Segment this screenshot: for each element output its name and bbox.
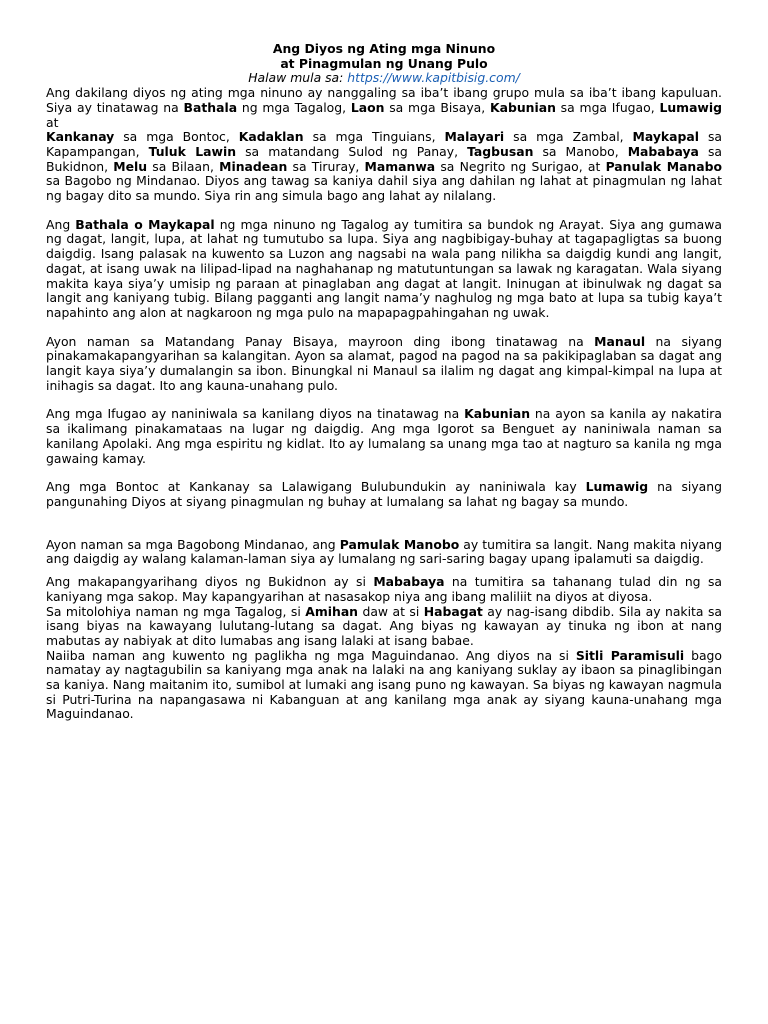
paragraph-4: Ang mga Ifugao ay naniniwala sa kanilang diyos na tinatawag na Kabunian na ayon sa kanila ay nakatira sa ikalimang pinakamataas na lugar ng daigdig. Ang mga Igorot sa Benguet ay naniniwala naman sa kanilang Apolaki. Ang mga espiritu ng kidlat. Ito ay lumalang sa unang mga tao at nagturo sa kanila ng mga gawaing kamay. xyxy=(46,406,722,466)
paragraph-5: Ang mga Bontoc at Kankanay sa Lalawigang Bulubundukin ay naniniwala kay Lumawig na siyang pangunahing Diyos at siyang pinagmulan ng buhay at lumalang sa lahat ng bagay sa mundo. xyxy=(46,479,722,509)
title-line-2: at Pinagmulan ng Unang Pulo xyxy=(280,55,488,71)
source-link[interactable]: https://www.kapitbisig.com/ xyxy=(347,70,520,86)
source-prefix: Halaw mula sa: xyxy=(248,70,348,86)
paragraph-7: Ang makapangyarihang diyos ng Bukidnon ay si Mababaya na tumitira sa tahanang tulad din ng sa kaniyang mga sakop. May kapangyarihan at nasasakop niya ang ibang maliliit na diyos at diyosa. xyxy=(46,574,722,604)
source-line xyxy=(46,71,722,86)
paragraph-3: Ayon naman sa Matandang Panay Bisaya, mayroon ding ibong tinatawag na Manaul na siyang pinakamakapangyarihan sa kalangitan. Ayon sa alamat, pagod na pagod na sa pakikipaglaban sa dagat ang langit kaya siya’y dumalangin sa ibon. Binungkal ni Manaul sa ilalim ng dagat ang kimpal-kimpal na lupa at inihagis sa dagat. Ito ang kauna-unahang pulo. xyxy=(46,333,722,393)
paragraph-9: Naiiba naman ang kuwento ng paglikha ng mga Maguindanao. Ang diyos na si Sitli Paramisuli bago namatay ay nagtagubilin sa kaniyang mga anak na lalaki na ang kaniyang suklay ay ibaon sa pinaglibingan sa kaniya. Nang maitanim ito, sumibol at lumaki ang isang puno ng kawayan. Sa biyas ng kawayan nagmula si Putri-Turina na napangasawa ni Kabanguan at ang kanilang mga anak ay siyang kauna-unahang mga Maguindanao. xyxy=(46,647,722,722)
paragraph-2: Ang Bathala o Maykapal ng mga ninuno ng Tagalog ay tumitira sa bundok ng Arayat. Siya ang gumawa ng dagat, langit, lupa, at lahat ng tumutubo sa lupa. Siya ang nagbibigay-buhay at tagapagligtas sa buong daigdig. Isang palasak na kuwento sa Luzon ang nagsabi na wala pang nilikha sa daigdig kundi ang langit, dagat, at isang uwak na lilipad-lipad na naghahanap ng matutuntungan sa lawak ng karagatan. Wala siyang makita kaya siya’y umisip ng paraan at pinaglaban ang dagat at langit. Ininugan at ibinulwak ng dagat sa langit ang kaniyang tubig. Bilang pagganti ang langit nama’y naghulog ng mga bato at lupa sa tubig kaya’t napahinto ang alon at nagkaroon ng mga pulo na mapapagpahingahan ng uwak. xyxy=(46,216,722,320)
paragraph-8: Sa mitolohiya naman ng mga Tagalog, si Amihan daw at si Habagat ay nag-isang dibdib. Sila ay nakita sa isang biyas na kawayang lulutang-lutang sa dagat. Ang biyas ng kawayan ay tinuka ng ibon at nang mabutas ay nabiyak at dito lumabas ang isang lalaki at isang babae. xyxy=(46,603,722,648)
title-line-1: Ang Diyos ng Ating mga Ninuno xyxy=(272,41,496,56)
document-page xyxy=(46,42,722,722)
paragraph-6: Ayon naman sa mga Bagobong Mindanao, ang Pamulak Manobo ay tumitira sa langit. Nang makita niyang ang daigdig ay walang kalaman-laman siya ay lumalang ng sari-saring bagay upang ipalamuti sa daigdig. xyxy=(46,536,722,567)
paragraph-1: Ang dakilang diyos ng ating mga ninuno ay nanggaling sa iba’t ibang grupo mula sa iba’t ibang kapuluan. Siya ay tinatawag na Bathala ng mga Tagalog, Laon sa mga Bisaya, Kabunian sa mga Ifugao, Lumawig at Kankanay sa mga Bontoc, Kadaklan sa mga Tinguians, Malayari sa mga Zambal, Maykapal sa Kapampangan, Tuluk Lawin sa matandang Sulod ng Panay, Tagbusan sa Manobo, Mababaya sa Bukidnon, Melu sa Bilaan, Minadean sa Tiruray, Mamanwa sa Negrito ng Surigao, at Panulak Manabo sa Bagobo ng Mindanao. Diyos ang tawag sa kaniya dahil siya ang dahilan ng lahat at pinagmulan ng lahat ng bagay dito sa mundo. Siya rin ang simula bago ang lahat ay nilalang. xyxy=(46,85,722,204)
